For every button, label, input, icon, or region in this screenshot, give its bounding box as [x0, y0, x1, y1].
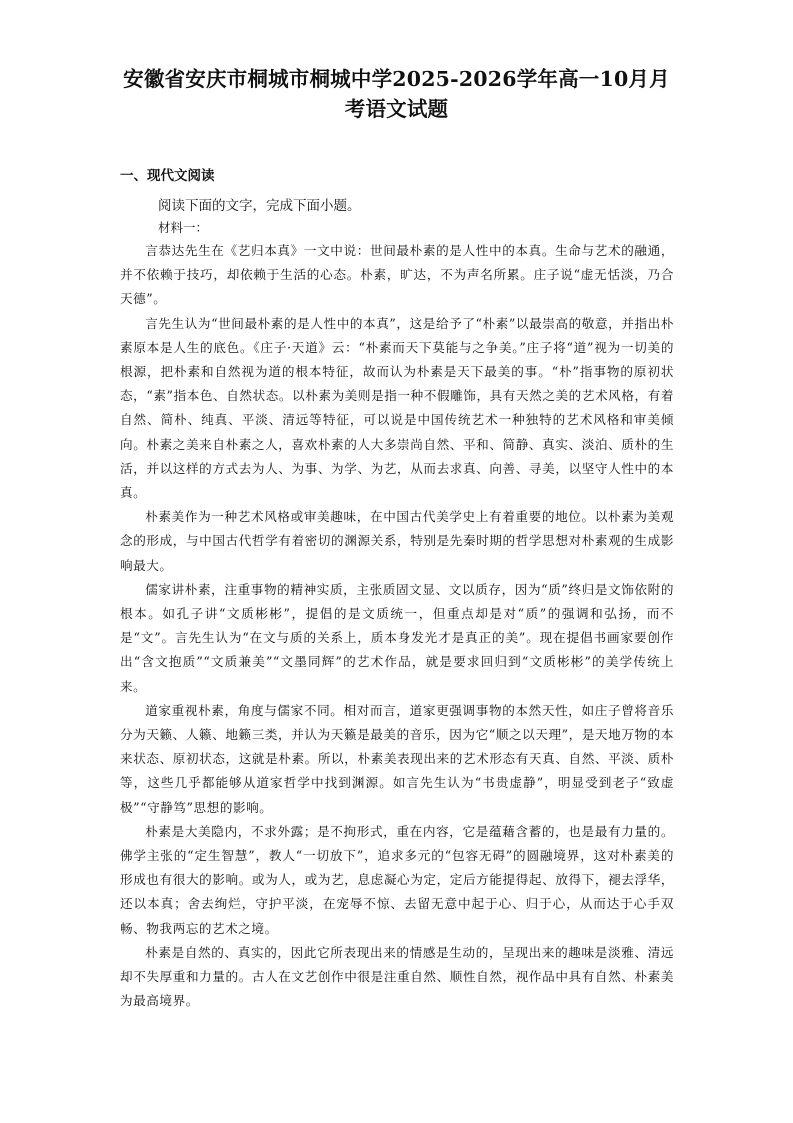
- passage-paragraph: 言恭达先生在《艺归本真》一文中说：世间最朴素的是人性中的本真。生命与艺术的融通，并不依赖于技巧，却依赖于生活的心态。朴素，旷达，不为声名所累。庄子说“虚无恬淡，乃合天德”。: [120, 243, 674, 307]
- passage-paragraph: 言先生认为“世间最朴素的是人性中的本真”，这是给予了“朴素”以最崇高的敬意，并指出朴素原本是人生的底色。《庄子·天道》云：“朴素而天下莫能与之争美。”庄子将“道”视为一切美的根源，把朴素和自然视为道的根本特征，故而认为朴素是天下最美的事。“朴”指事物的原初状态，“素”指本色、自然状态。以朴素为美则是指一种不假雕饰，具有天然之美的艺术风格，有着自然、简朴、纯真、平淡、清远等特征，可以说是中国传统艺术一种独特的艺术风格和审美倾向。朴素之美来自朴素之人，喜欢朴素的人大多崇尚自然、平和、简静、真实、淡泊、质朴的生活，并以这样的方式去为人、为事、为学、为艺，从而去求真、向善、寻美，以坚守人性中的本真。: [120, 315, 674, 501]
- reading-instruction: 阅读下面的文字，完成下面小题。: [158, 198, 361, 214]
- passage-paragraph: 道家重视朴素，角度与儒家不同。相对而言，道家更强调事物的本然天性，如庄子曾将音乐分为天籁、人籁、地籁三类，并认为天籁是最美的音乐，因为它“顺之以天理”，是天地万物的本来状态、原初状态，这就是朴素。所以，朴素美表现出来的艺术形态有天真、自然、平淡、质朴等，这些几乎都能够从道家哲学中找到渊源。如言先生认为“书贵虚静”，明显受到老子“致虚极”“守静笃”思想的影响。: [120, 702, 674, 815]
- material-label: 材料一：: [158, 220, 209, 235]
- passage-paragraph: 儒家讲朴素，注重事物的精神实质，主张质固文显、文以质存，因为“质”终归是文饰依附的根本。如孔子讲“文质彬彬”，提倡的是文质统一，但重点却是对“质”的强调和弘扬，而不是“文”。言先生认为“在文与质的关系上，质本身发光才是真正的美”。现在提倡书画家要创作出“含文抱质”“文质兼美”“文墨同辉”的艺术作品，就是要求回归到“文质彬彬”的美学传统上来。: [120, 581, 674, 694]
- exam-title-line-1: 安徽省安庆市桐城市桐城中学2025-2026学年高一10月月: [123, 67, 670, 91]
- passage-paragraph: 朴素是自然的、真实的，因此它所表现出来的情感是生动的，呈现出来的趣味是淡雅、清远却不失厚重和力量的。古人在文艺创作中很是注重自然、顺性自然，视作品中具有自然、朴素美为最高境界。: [120, 944, 674, 1009]
- passage-paragraph: 朴素是大美隐内，不求外露；是不拘形式，重在内容，它是蕴藉含蓄的，也是最有力量的。佛学主张的“定生智慧”，教人“一切放下”，追求多元的“包容无碍”的圆融境界，这对朴素美的形成也有很大的影响。或为人，或为艺，息虑凝心为定，定后方能提得起、放得下，褪去浮华，还以本真；舍去绚烂，守护平淡，在宠辱不惊、去留无意中起于心、归于心，从而达于心手双畅、物我两忘的艺术之境。: [120, 823, 674, 936]
- section-heading: 一、现代文阅读: [120, 168, 215, 184]
- exam-title-line-2: 考语文试题: [344, 97, 449, 121]
- passage-body: [120, 239, 674, 1014]
- passage-paragraph: 朴素美作为一种艺术风格或审美趣味，在中国古代美学史上有着重要的地位。以朴素为美观念的形成，与中国古代哲学有着密切的渊源关系，特别是先秦时期的哲学思想对朴素观的生成影响最大。: [120, 509, 674, 573]
- exam-title: [100, 64, 693, 124]
